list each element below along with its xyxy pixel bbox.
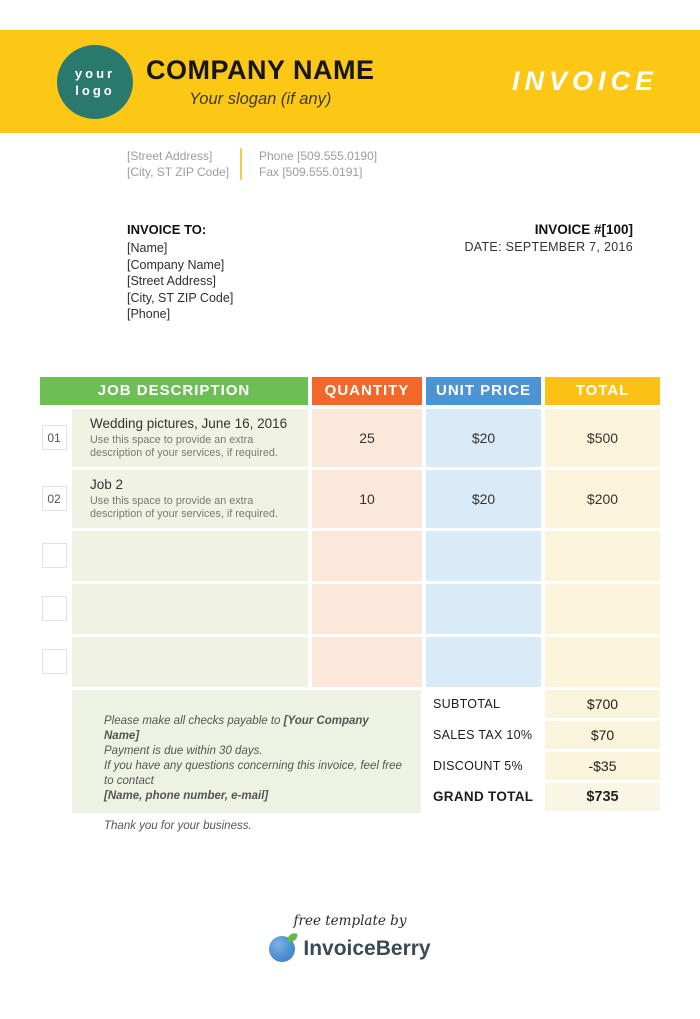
company-name: COMPANY NAME [146, 54, 375, 85]
total-cell [545, 584, 660, 634]
total-cell [545, 637, 660, 687]
table-empty-row [40, 584, 660, 634]
leaf-icon [288, 932, 298, 942]
berry-icon [269, 936, 295, 962]
invoiceberry-logo [0, 936, 700, 962]
column-header-unit-price: UNIT PRICE [426, 377, 541, 405]
company-logo [57, 45, 133, 119]
table-header-row [40, 377, 660, 405]
job-title: Job 2 [90, 476, 124, 492]
items-table [40, 377, 660, 832]
job-extra-description: Use this space to provide an extra description of your services, if required. [90, 494, 278, 520]
empty-row-checkbox [42, 649, 67, 674]
unit-price-cell [426, 584, 541, 634]
contact-strip [127, 148, 700, 180]
table-empty-row [40, 637, 660, 687]
invoice-number: INVOICE #[100] [534, 222, 633, 237]
sales-tax-row [426, 721, 660, 749]
column-header-quantity: QUANTITY [312, 377, 422, 405]
quantity-cell: 25 [312, 409, 422, 467]
sales-tax-label: SALES TAX 10% [426, 721, 541, 749]
grand-total-label: GRAND TOTAL [426, 783, 541, 811]
unit-price-cell: $20 [426, 409, 541, 467]
job-description-cell [72, 584, 308, 634]
grand-total-value: $735 [545, 783, 660, 811]
quantity-cell [312, 531, 422, 581]
job-extra-description: Use this space to provide an extra description of your services, if required. [90, 433, 278, 459]
quantity-cell [312, 584, 422, 634]
note-line-3: If you have any questions concerning this invoice, feel free to contact [104, 759, 402, 787]
empty-row-checkbox [42, 543, 67, 568]
row-number-box: 01 [42, 425, 67, 450]
note-line-1 [104, 714, 403, 744]
invoice-date: DATE: SEPTEMBER 7, 2016 [464, 240, 633, 254]
job-description-cell [72, 470, 308, 528]
contact-street: [Street Address] [127, 149, 213, 163]
payment-note [72, 690, 421, 832]
invoice-meta [464, 222, 633, 323]
company-block [146, 55, 375, 109]
column-header-job-description: JOB DESCRIPTION [40, 377, 308, 405]
row-number-box: 02 [42, 486, 67, 511]
job-title: Wedding pictures, June 16, 2016 [90, 415, 288, 431]
unit-price-cell [426, 637, 541, 687]
quantity-cell [312, 637, 422, 687]
job-description-cell [72, 409, 308, 467]
total-cell: $500 [545, 409, 660, 467]
invoice-to-phone: [Phone] [127, 307, 171, 321]
note-thanks: Thank you for your business. [104, 819, 252, 832]
brand-name: InvoiceBerry [303, 936, 431, 960]
subtotal-value: $700 [545, 690, 660, 718]
branding-footer [0, 913, 700, 962]
logo-text-line2: logo [75, 82, 115, 98]
contact-phone-block [242, 148, 377, 180]
table-row [40, 409, 660, 467]
branding-tagline: free template by [293, 912, 407, 929]
job-description-cell [72, 637, 308, 687]
unit-price-cell: $20 [426, 470, 541, 528]
row-number-column [40, 584, 68, 634]
quantity-cell: 10 [312, 470, 422, 528]
row-number-column [40, 409, 68, 467]
invoice-title: INVOICE [511, 66, 658, 96]
contact-city: [City, ST ZIP Code] [127, 165, 230, 179]
discount-row [426, 752, 660, 780]
invoice-to-heading: INVOICE TO: [127, 222, 207, 237]
note-contact-placeholder: [Name, phone number, e-mail] [104, 789, 269, 802]
discount-label: DISCOUNT 5% [426, 752, 541, 780]
note-line-1-text: Please make all checks payable to [104, 714, 284, 727]
column-header-total: TOTAL [545, 377, 660, 405]
invoice-to-name: [Name] [127, 241, 168, 255]
contact-address [127, 148, 240, 180]
invoice-to-company: [Company Name] [127, 257, 225, 272]
total-cell [545, 531, 660, 581]
invoice-to-city: [City, ST ZIP Code] [127, 290, 234, 305]
invoice-to-street: [Street Address] [127, 274, 216, 288]
totals-block [426, 690, 660, 813]
row-number-column [40, 470, 68, 528]
subtotal-row [426, 690, 660, 718]
empty-row-checkbox [42, 596, 67, 621]
row-number-column [40, 637, 68, 687]
total-cell: $200 [545, 470, 660, 528]
note-line-2: Payment is due within 30 days. [104, 744, 263, 757]
header-band [0, 30, 700, 133]
table-row [40, 470, 660, 528]
sales-tax-value: $70 [545, 721, 660, 749]
unit-price-cell [426, 531, 541, 581]
logo-text-line1: your [74, 65, 116, 81]
table-empty-row [40, 531, 660, 581]
row-number-column [40, 531, 68, 581]
grand-total-row [426, 783, 660, 811]
invoice-to-block [127, 222, 233, 323]
company-slogan: Your slogan (if any) [189, 89, 332, 108]
billing-section [127, 222, 633, 323]
subtotal-label: SUBTOTAL [426, 690, 541, 718]
table-footer [40, 690, 660, 832]
discount-value: -$35 [545, 752, 660, 780]
contact-fax: Fax [509.555.0191] [259, 165, 363, 179]
job-description-cell [72, 531, 308, 581]
note-company-placeholder: [Your Company Name] [104, 714, 369, 742]
contact-phone: Phone [509.555.0190] [259, 149, 378, 163]
